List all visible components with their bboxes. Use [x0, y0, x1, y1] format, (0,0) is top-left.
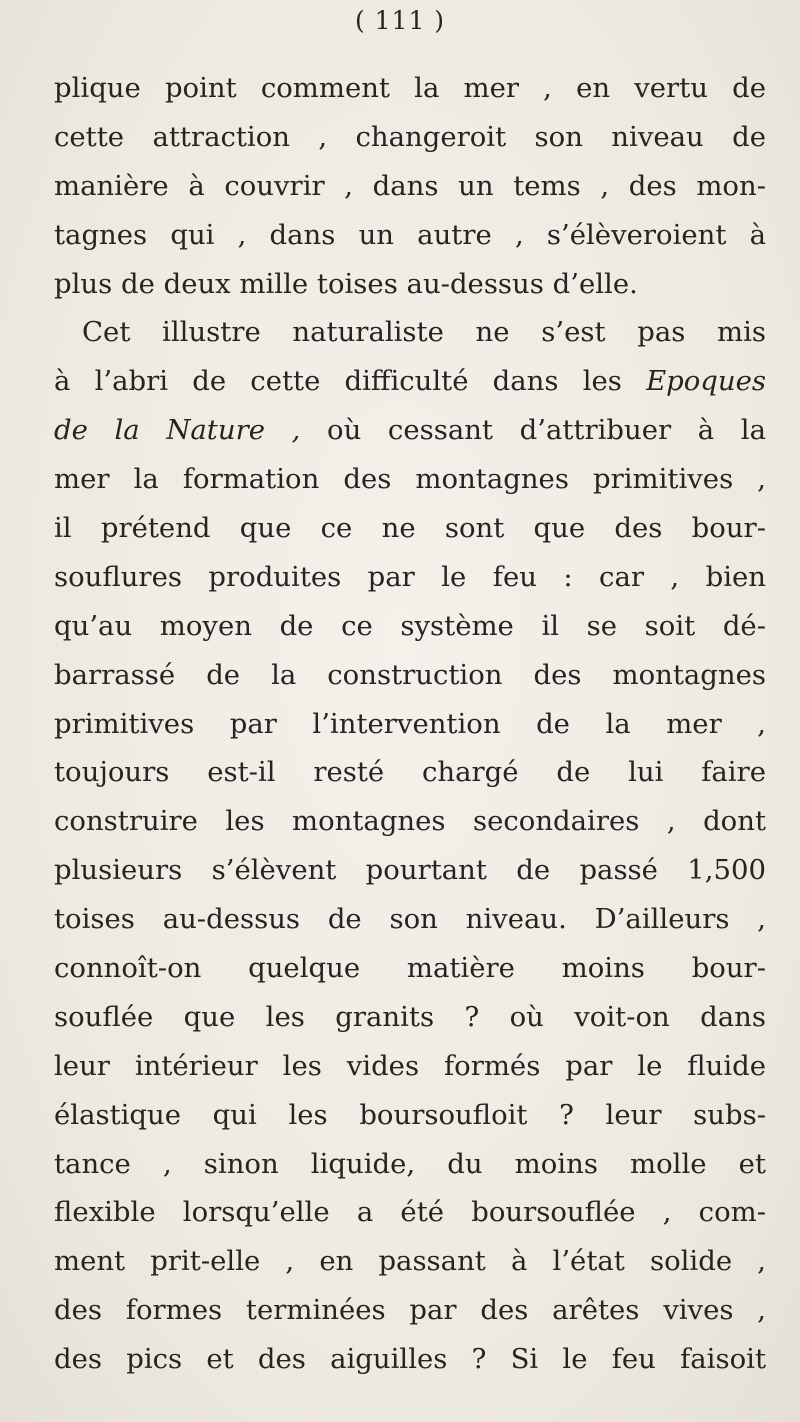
text-line-7-italic: Epoques — [646, 365, 766, 398]
text-line-7 — [54, 357, 766, 406]
text-line-15: toujours est-il resté chargé de lui faire — [54, 756, 766, 789]
text-line-7-roman: à l’abri de cette difficulté dans les — [54, 365, 647, 398]
text-line-5: plus de deux mille toises au-dessus d’elle. — [54, 267, 638, 300]
text-line-24: flexible lorsqu’elle a été boursouflée , com- — [54, 1196, 766, 1229]
text-line-8-italic: de la Nature , — [54, 414, 301, 447]
text-line-4: tagnes qui , dans un autre , s’élèveroient à — [54, 218, 766, 251]
text-line-14: primitives par l’intervention de la mer , — [54, 707, 766, 740]
text-line-27: des pics et des aiguilles ? Si le feu faisoit — [54, 1343, 766, 1376]
text-line-26: des formes terminées par des arêtes vives , — [54, 1294, 766, 1327]
text-line-8-roman: où cessant d’attribuer à la — [300, 414, 766, 447]
text-line-25: ment prit-elle , en passant à l’état solide , — [54, 1245, 766, 1278]
text-line-16: construire les montagnes secondaires , dont — [54, 805, 766, 838]
text-line-17: plusieurs s’élèvent pourtant de passé 1,500 — [54, 854, 766, 887]
text-line-8 — [54, 406, 766, 455]
text-line-18: toises au-dessus de son niveau. D’ailleurs , — [54, 903, 766, 936]
text-line-22: élastique qui les boursoufloit ? leur subs- — [54, 1098, 766, 1131]
text-line-3: manière à couvrir , dans un tems , des mon- — [54, 169, 766, 202]
text-line-12: qu’au moyen de ce système il se soit dé- — [54, 609, 766, 642]
text-line-19: connoît-on quelque matière moins bour- — [54, 952, 766, 985]
text-line-10: il prétend que ce ne sont que des bour- — [54, 512, 766, 545]
text-line-2: cette attraction , changeroit son niveau de — [54, 120, 766, 153]
text-line-9: mer la formation des montagnes primitives , — [54, 463, 766, 496]
text-line-13: barrassé de la construction des montagnes — [54, 658, 766, 691]
text-line-20: souflée que les granits ? où voit-on dans — [54, 1000, 766, 1033]
text-line-23: tance , sinon liquide, du moins molle et — [54, 1147, 766, 1180]
page-number: ( 111 ) — [354, 6, 446, 35]
text-line-6: Cet illustre naturaliste ne s’est pas mis — [82, 316, 766, 349]
text-line-1: plique point comment la mer , en vertu de — [54, 72, 766, 104]
text-line-21: leur intérieur les vides formés par le fluide — [54, 1049, 766, 1082]
body-text — [54, 64, 766, 1384]
text-line-11: souflures produites par le feu : car , bien — [54, 560, 766, 593]
